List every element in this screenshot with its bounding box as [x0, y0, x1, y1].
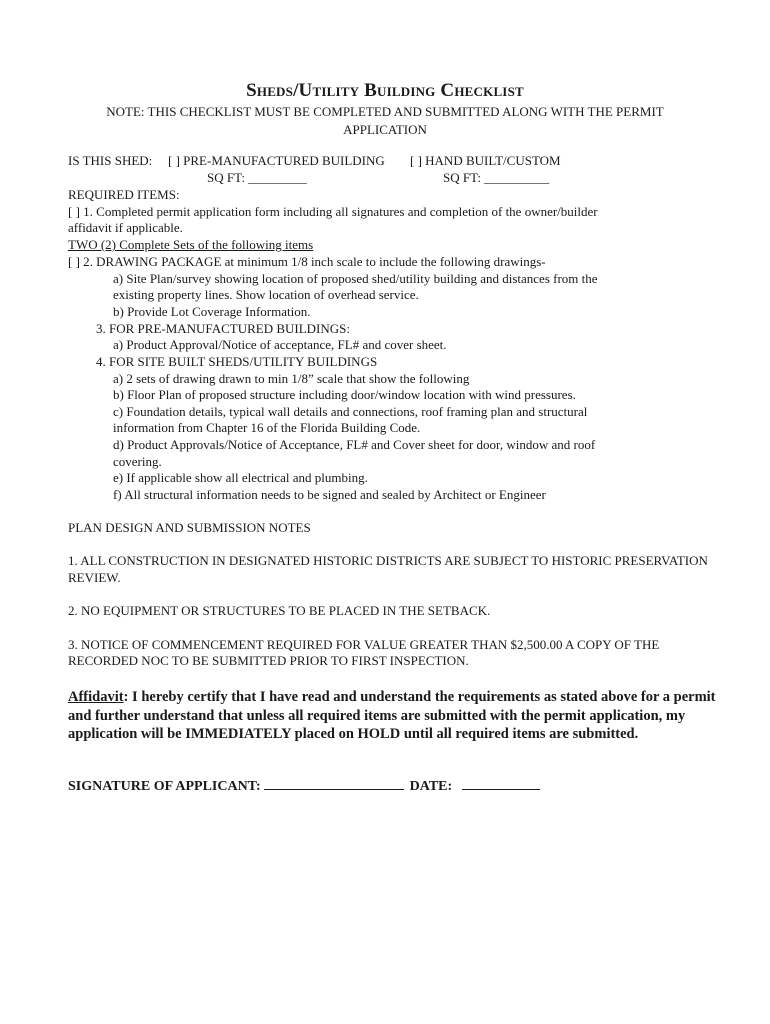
item-1-continuation: affidavit if applicable. [68, 220, 183, 235]
item-4: 4. FOR SITE BUILT SHEDS/UTILITY BUILDINGS [96, 354, 378, 369]
sqft-field-hand-built[interactable]: SQ FT: __________ [443, 170, 550, 185]
signature-field[interactable] [264, 789, 404, 790]
option-hand-built[interactable]: [ ] HAND BUILT/CUSTOM [410, 153, 561, 168]
item-2b: b) Provide Lot Coverage Information. [113, 304, 311, 319]
item-3a: a) Product Approval/Notice of acceptance, FL# and cover sheet. [113, 337, 447, 352]
note-line-1: NOTE: THIS CHECKLIST MUST BE COMPLETED AND SUBMITTED ALONG WITH THE PERMIT [106, 104, 664, 119]
item-4c-line-1: c) Foundation details, typical wall details and connections, roof framing plan and structural [113, 404, 588, 419]
item-4d-line-2: covering. [113, 454, 162, 469]
option-pre-manufactured[interactable]: [ ] PRE-MANUFACTURED BUILDING [168, 153, 385, 168]
sqft-field-pre-manufactured[interactable]: SQ FT: _________ [207, 170, 307, 185]
page-title: Sheds/Utility Building Checklist [246, 80, 524, 101]
required-items-heading: REQUIRED ITEMS: [68, 187, 180, 202]
item-2-checkbox-line[interactable]: [ ] 2. DRAWING PACKAGE at minimum 1/8 inch scale to include the following drawings- [68, 254, 546, 269]
affidavit-text: : I hereby certify that I have read and understand the requirements as stated above for a permit and further understand that unless all required items are submitted with the permit application, my application will be IMMEDIATELY placed on HOLD until all required items are submitted. [68, 689, 716, 742]
note-line-2: APPLICATION [343, 122, 427, 137]
signature-row [68, 779, 540, 795]
item-1-checkbox-line[interactable]: [ ] 1. Completed permit application form including all signatures and completion of the owner/builder [68, 204, 598, 219]
signature-label: SIGNATURE OF APPLICANT: [68, 779, 261, 794]
date-label: DATE: [409, 779, 453, 794]
shed-type-label: IS THIS SHED: [68, 153, 153, 168]
note-3-line-1: 3. NOTICE OF COMMENCEMENT REQUIRED FOR VALUE GREATER THAN $2,500.00 A COPY OF THE [68, 637, 660, 652]
plan-notes-heading: PLAN DESIGN AND SUBMISSION NOTES [68, 520, 311, 535]
item-4b: b) Floor Plan of proposed structure including door/window location with wind pressures. [113, 387, 576, 402]
date-field[interactable] [462, 789, 540, 790]
note-1-line-1: 1. ALL CONSTRUCTION IN DESIGNATED HISTORIC DISTRICTS ARE SUBJECT TO HISTORIC PRESERVATION [68, 553, 708, 568]
note-2: 2. NO EQUIPMENT OR STRUCTURES TO BE PLACED IN THE SETBACK. [68, 603, 491, 618]
item-4a: a) 2 sets of drawing drawn to min 1/8” scale that show the following [113, 371, 470, 386]
item-2a-line-1: a) Site Plan/survey showing location of proposed shed/utility building and distances from the [113, 271, 598, 286]
item-4d-line-1: d) Product Approvals/Notice of Acceptance, FL# and Cover sheet for door, window and roof [113, 437, 596, 452]
affidavit-label: Affidavit [68, 689, 124, 705]
note-1-line-2: REVIEW. [68, 570, 121, 585]
item-4e: e) If applicable show all electrical and plumbing. [113, 470, 368, 485]
affidavit-paragraph [68, 688, 728, 744]
note-3-line-2: RECORDED NOC TO BE SUBMITTED PRIOR TO FIRST INSPECTION. [68, 653, 469, 668]
item-2a-line-2: existing property lines. Show location of overhead service. [113, 287, 419, 302]
item-3: 3. FOR PRE-MANUFACTURED BUILDINGS: [96, 321, 351, 336]
two-sets-heading: TWO (2) Complete Sets of the following items [68, 237, 314, 252]
item-4c-line-2: information from Chapter 16 of the Florida Building Code. [113, 420, 421, 435]
item-4f: f) All structural information needs to be signed and sealed by Architect or Engineer [113, 487, 546, 502]
